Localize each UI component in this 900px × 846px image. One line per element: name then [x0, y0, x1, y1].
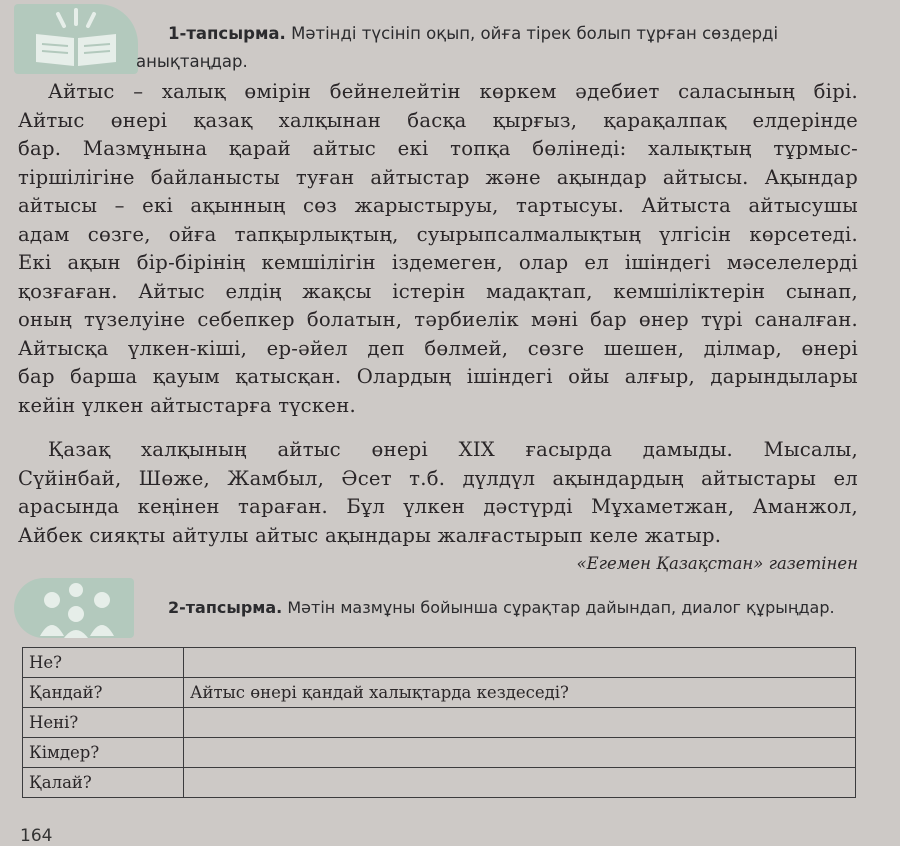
- question-cell: Қалай?: [23, 768, 184, 798]
- task1-text-line1: Мәтінді түсініп оқып, ойға тірек болып тұрған сөздерді: [291, 24, 779, 43]
- text-line: бар. Мазмұнына қарай айтыс екі топқа бөлінеді: халықтың тұрмыс-: [18, 137, 858, 160]
- question-cell: Кімдер?: [23, 738, 184, 768]
- answer-cell: Айтыс өнері қандай халықтарда кездеседі?: [184, 678, 856, 708]
- question-table: [22, 647, 856, 798]
- paragraph-1: [18, 78, 858, 420]
- text-line: Айтыс – халық өмірін бейнелейтін көркем әдебиет саласының бірі.: [48, 80, 858, 103]
- people-group-icon: [14, 578, 134, 638]
- text-line: кейін үлкен айтыстарға түскен.: [18, 393, 356, 417]
- task2-label: 2-тапсырма.: [168, 598, 283, 617]
- text-line: Айтыс өнері қазақ халқынан басқа қырғыз, қарақалпақ елдерінде: [18, 108, 858, 132]
- text-line: қозғаған. Айтыс елдің жақсы істерін мадақтап, кемшіліктерін сынап,: [18, 279, 858, 303]
- task1-text-line2: анықтаңдар.: [136, 52, 248, 71]
- task1-instruction: [168, 24, 778, 43]
- answer-cell: [184, 648, 856, 678]
- answer-cell: [184, 768, 856, 798]
- table-row: [23, 648, 856, 678]
- text-line: Екі ақын бір-бірінің кемшілігін іздемеген, олар ел ішіндегі мәселелерді: [18, 251, 858, 274]
- task2-instruction: [168, 598, 835, 617]
- table-row: [23, 708, 856, 738]
- question-cell: Қандай?: [23, 678, 184, 708]
- text-line: Айбек сияқты айтулы айтыс ақындары жалғастырып келе жатыр.: [18, 523, 722, 547]
- task2-text: Мәтін мазмұны бойынша сұрақтар дайындап, диалог құрыңдар.: [287, 598, 835, 617]
- table-row: [23, 738, 856, 768]
- question-cell: Не?: [23, 648, 184, 678]
- text-line: тіршілігіне байланысты туған айтыстар және ақындар айтысы. Ақындар: [18, 165, 858, 189]
- table-row: [23, 678, 856, 708]
- source-citation: «Егемен Қазақстан» газетінен: [576, 554, 858, 573]
- text-line: айтысы – екі ақынның сөз жарыстыруы, тартысуы. Айтыста айтысушы: [18, 194, 858, 217]
- open-book-icon: [14, 4, 138, 74]
- table-row: [23, 768, 856, 798]
- question-cell: Нені?: [23, 708, 184, 738]
- page-number: 164: [20, 826, 53, 846]
- text-line: Сүйінбай, Шөже, Жамбыл, Әсет т.б. дүлдүл ақындардың айтыстары ел: [18, 466, 858, 490]
- answer-cell: [184, 708, 856, 738]
- text-line: арасында кеңінен тараған. Бұл үлкен дәстүрді Мұхаметжан, Аманжол,: [18, 495, 858, 518]
- paragraph-2: [18, 436, 858, 550]
- text-line: Қазақ халқының айтыс өнері XIX ғасырда дамыды. Мысалы,: [48, 438, 858, 461]
- text-line: оның түзелуіне себепкер болатын, тәрбиелік мәні бар өнер түрі саналған.: [18, 308, 858, 331]
- answer-cell: [184, 738, 856, 768]
- text-line: Айтысқа үлкен-кіші, ер-әйел деп бөлмей, сөзге шешен, ділмар, өнері: [18, 336, 858, 360]
- text-line: бар барша қауым қатысқан. Олардың ішіндегі ойы алғыр, дарындылары: [18, 365, 858, 388]
- task1-label: 1-тапсырма.: [168, 24, 286, 43]
- text-line: адам сөзге, ойға тапқырлықтың, суырыпсалмалықтың үлгісін көрсетеді.: [18, 222, 858, 246]
